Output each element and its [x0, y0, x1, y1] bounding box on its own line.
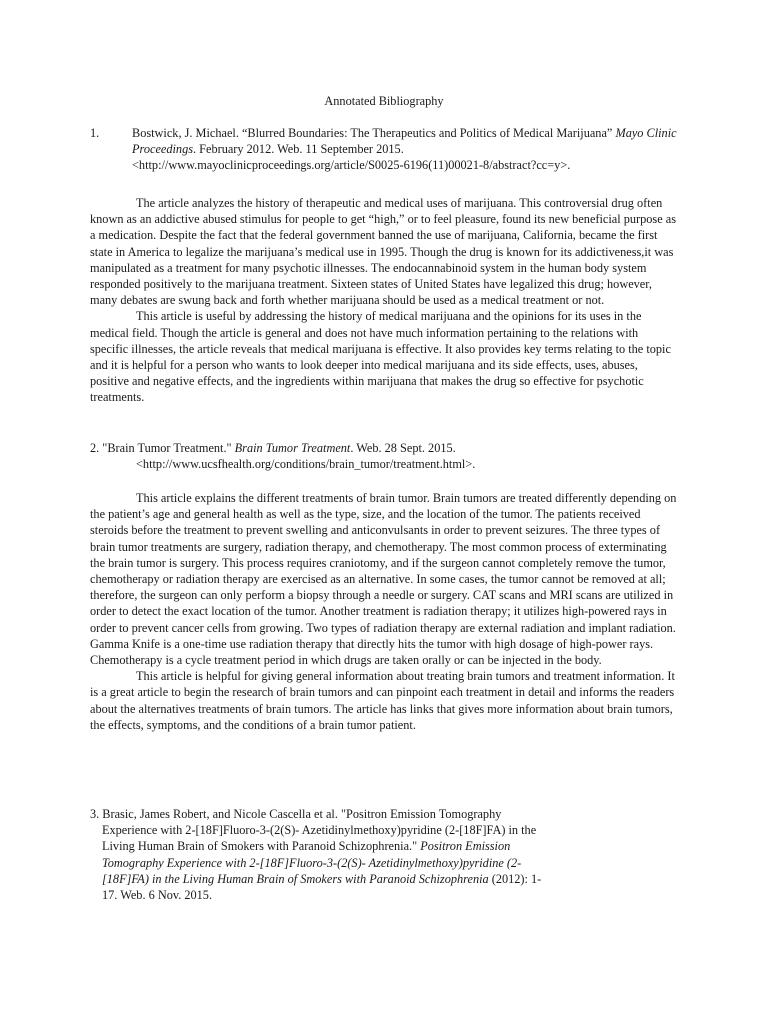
citation-1-authors-title: Bostwick, J. Michael. “Blurred Boundaries: The Therapeutics and Politics of Medical Marijuana” — [132, 126, 613, 140]
citation-1 — [90, 125, 678, 174]
citation-3 — [90, 806, 550, 903]
citation-2-title: 2. "Brain Tumor Treatment." — [90, 441, 232, 455]
citation-2 — [90, 440, 678, 472]
annotation-1-summary: The article analyzes the history of therapeutic and medical uses of marijuana. This controversial drug often known as an addictive abused stimulus for people to get “high,” or to feel pleasure, found its new beneficial purpose as a medication. Despite the fact that the federal government banned the use of marijuana, California, became the first state in America to legalize the marijuana’s medical use in 1995. Though the drug is known for its addictiveness,it was manipulated as a treatment for many psychotic illnesses. The endocannabinoid system in the human body system responded positively to the marijuana treatment. Sixteen states of United States have legalized this drug; however, many debates are swung back and forth whether marijuana should be used as a medical treatment or not. — [90, 196, 676, 308]
citation-2-source: Brain Tumor Treatment — [234, 441, 351, 455]
citation-2-details: . Web. 28 Sept. 2015. — [350, 441, 456, 455]
page-title: Annotated Bibliography — [324, 94, 444, 108]
citation-3-authors-title: 3. Brasic, James Robert, and Nicole Cascella et al. "Positron Emission Tomography Experience with 2-[18F]Fluoro-3-(2(S)- Azetidinylmethoxy)pyridine (2-[18F]FA) in the Living Human Brain of Smokers with Paranoid Schizophrenia." — [90, 807, 537, 854]
citation-1-details: . February 2012. Web. 11 September 2015. <http://www.mayoclinicproceedings.org/article/S0025-6196(11)00021-8/abstract?cc=y>. — [132, 142, 571, 173]
citation-1-number: 1. — [90, 126, 100, 140]
annotation-2-evaluation: This article is helpful for giving general information about treating brain tumors and treatment information. It is a great article to begin the research of brain tumors and can pinpoint each treatment in detail and informs the readers about the alternatives treatments of brain tumors. The article has links that gives more information about brain tumors, the effects, symptoms, and the conditions of a brain tumor patient. — [90, 669, 675, 732]
citation-3-source: Positron Emission Tomography Experience with 2-[18F]Fluoro-3-(2(S)- Azetidinylmethoxy)pyridine (2-[18F]FA) in the Living Human Brain of Smokers with Paranoid Schizophrenia — [102, 839, 522, 886]
citation-2-url: <http://www.ucsfhealth.org/conditions/brain_tumor/treatment.html>. — [136, 457, 476, 472]
annotation-2-summary: This article explains the different treatments of brain tumor. Brain tumors are treated differently depending on the patient’s age and general health as well as the type, size, and the location of the tumor. The patients received steroids before the treatment to prevent swelling and anticonvulsants in order to prevent seizures. The three types of brain tumor treatments are surgery, radiation therapy, and chemotherapy. The most common process of exterminating the brain tumor is surgery. This process requires craniotomy, and if the surgeon cannot completely remove the tumor, chemotherapy or radiation therapy are exercised as an alternative. In some cases, the tumor cannot be removed at all; therefore, the surgeon can only perform a biopsy through a needle or surgery. CAT scans and MRI scans are utilized in order to detect the exact location of the tumor. Another treatment is radiation therapy; it utilizes high-powered rays in order to prevent cancer cells from growing. Two types of radiation therapy are external radiation and implant radiation. Gamma Knife is a one-time use radiation therapy that directly hits the tumor with high dosage of high-power rays. Chemotherapy is a cycle treatment period in which drugs are taken orally or can be injected in the body. — [90, 491, 677, 668]
annotation-1-evaluation: This article is useful by addressing the history of medical marijuana and the opinions for its uses in the medical field. Though the article is general and does not have much information pertaining to the relations with specific illnesses, the article reveals that medical marijuana is effective. It also provides key terms relating to the topic and it is helpful for a person who wants to look deeper into medical marijuana and its side effects, uses, abuses, positive and negative effects, and the ingredients within marijuana that makes the drug so effective for psychotic treatments. — [90, 309, 671, 405]
annotation-1 — [90, 195, 678, 406]
citation-3-details: (2012): 1-17. Web. 6 Nov. 2015. — [102, 871, 542, 903]
annotation-2 — [90, 490, 678, 733]
citation-1-source: Mayo Clinic Proceedings — [132, 126, 677, 157]
